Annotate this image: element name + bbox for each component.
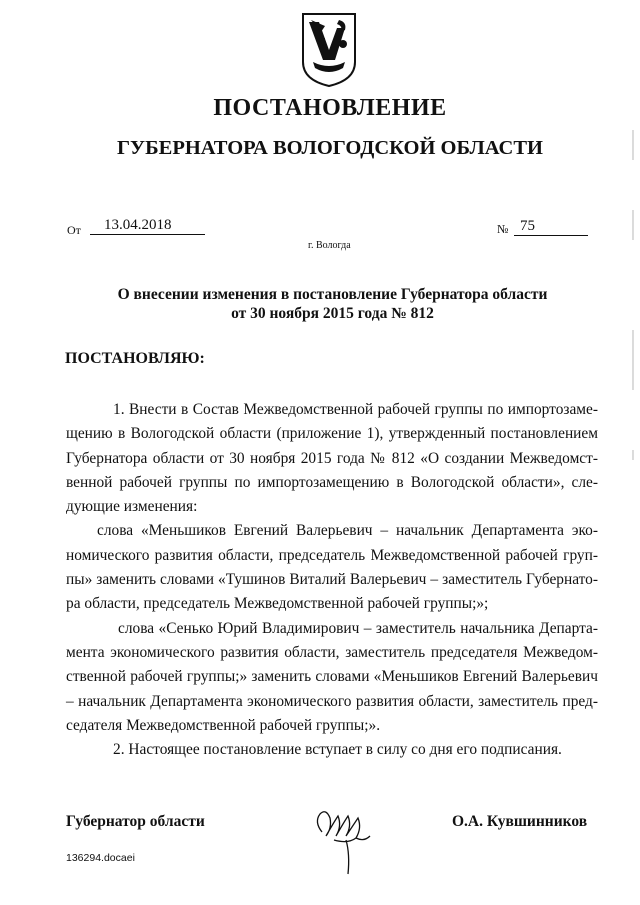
body-line: номического развития области, председатель Межведомственной рабочей груп- — [66, 546, 598, 564]
city-label: г. Вологда — [308, 240, 351, 251]
body-line: ра области, председатель Межведомственной рабочей группы;»; — [66, 595, 489, 613]
file-reference: 136294.docaei — [66, 852, 135, 864]
decree-subject — [0, 285, 640, 323]
body-line: седателя Межведомственной рабочей группы;». — [66, 716, 381, 734]
decree-keyword: ПОСТАНОВЛЯЮ: — [65, 350, 205, 367]
body-line: ственной рабочей группы;» заменить словами «Меньшиков Евгений Валерьевич — [66, 668, 598, 686]
body-line: слова «Меньшиков Евгений Валерьевич – начальник Департамента эко- — [97, 522, 598, 540]
body-line: 2. Настоящее постановление вступает в силу со дня его подписания. — [113, 741, 562, 759]
body-line: щению в Вологодской области (приложение 1), утвержденный постановлением — [66, 425, 598, 443]
body-line: мента экономического развития области, заместитель председателя Межведом- — [66, 643, 598, 661]
subject-line: О внесении изменения в постановление Губернатора области — [117, 286, 548, 303]
body-line: пы» заменить словами «Тушинов Виталий Валерьевич – заместитель Губернато- — [66, 571, 598, 589]
scan-margin-marks — [630, 130, 636, 690]
handwritten-signature — [312, 792, 374, 876]
body-line: 1. Внести в Состав Межведомственной рабочей группы по импортозаме- — [113, 401, 598, 418]
body-line: венной рабочей группы по импортозамещению в Вологодской области», сле- — [66, 473, 598, 491]
date-prefix: От — [67, 223, 81, 237]
coat-of-arms-icon — [299, 10, 359, 88]
signatory-title: Губернатор области — [66, 813, 205, 830]
decree-number: 75 — [514, 218, 588, 236]
document-body — [66, 398, 598, 762]
body-line: дующие изменения: — [66, 498, 198, 516]
number-prefix: № — [497, 222, 509, 236]
body-line: – начальник Департамента экономического развития области, заместитель пред- — [66, 692, 598, 710]
document-title: ПОСТАНОВЛЕНИЕ — [213, 95, 447, 121]
subject-line: от 30 ноября 2015 года № 812 — [231, 305, 434, 322]
signatory-name: О.А. Кувшинников — [452, 813, 588, 830]
body-line: Губернатора области от 30 ноября 2015 года № 812 «О создании Межведомст- — [66, 449, 598, 467]
document-subtitle: ГУБЕРНАТОРА ВОЛОГОДСКОЙ ОБЛАСТИ — [117, 137, 543, 159]
body-line: слова «Сенько Юрий Владимирович – заместитель начальника Департа- — [118, 619, 598, 637]
decree-date: 13.04.2018 — [90, 217, 205, 235]
